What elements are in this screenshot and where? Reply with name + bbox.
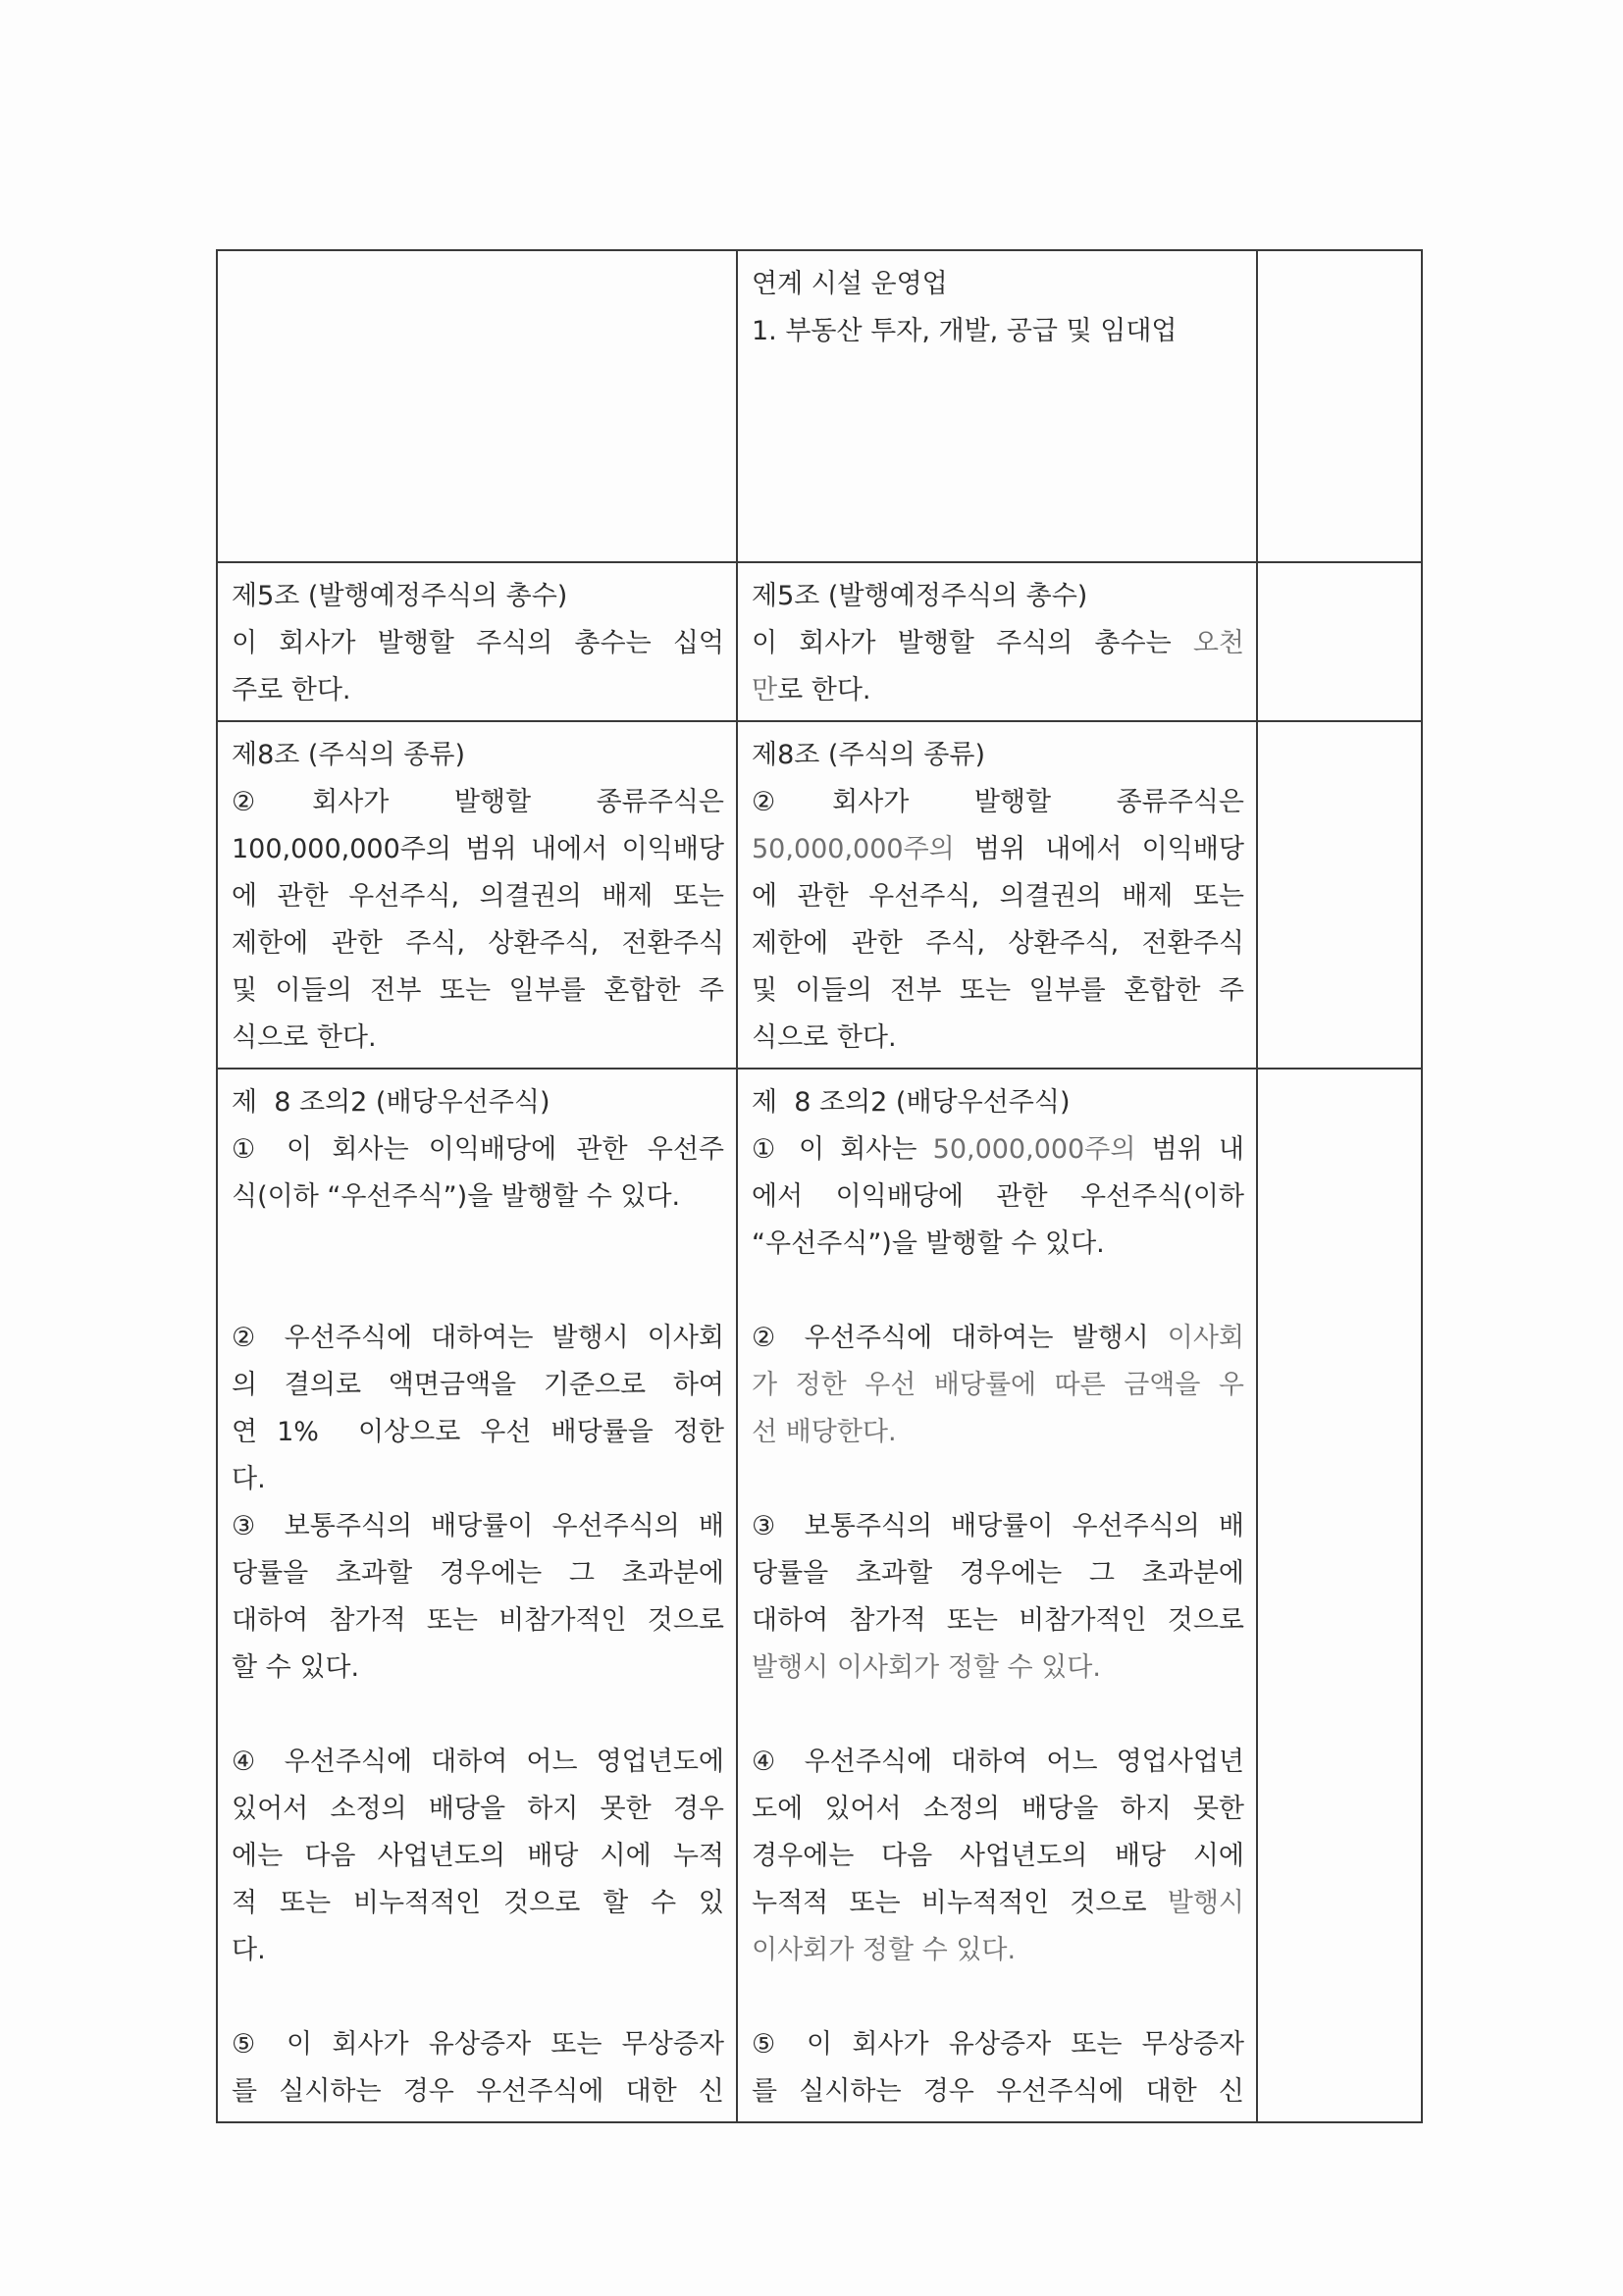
text-line: 주로 한다.	[232, 675, 351, 705]
text-line	[752, 1126, 1244, 1174]
text-line: 에 관한 우선주식, 의결권의 배제 또는	[232, 881, 724, 912]
old-text-cell	[217, 721, 737, 1069]
text-line: ③ 보통주식의 배당률이 우선주식의 배	[232, 1511, 724, 1541]
text-line: 당률을 초과할 경우에는 그 초과분에	[752, 1558, 1244, 1589]
text-line: 1. 부동산 투자, 개발, 공급 및 임대업	[752, 316, 1178, 346]
changed-text: 발행시 이사회가 정할 수 있다.	[752, 1652, 1101, 1683]
text-line	[752, 1880, 1244, 1927]
text-span: ① 이 회사는	[752, 1134, 933, 1165]
text-line: 도에 있어서 소정의 배당을 하지 못한	[752, 1794, 1244, 1824]
text-line	[752, 826, 1244, 873]
text-line: 연 1% 이상으로 우선 배당률을 정한	[232, 1417, 724, 1447]
changed-text: 가 정한 우선 배당률에 따른 금액을 우	[752, 1370, 1244, 1400]
changed-text: 50,000,000주의	[932, 1134, 1136, 1165]
text-line	[752, 667, 1244, 714]
changed-text: 이사회가 정할 수 있다.	[752, 1935, 1017, 1965]
text-line: 대하여 참가적 또는 비참가적인 것으로	[752, 1605, 1244, 1636]
text-line: ②회사가 발행할 종류주식은	[232, 787, 724, 817]
text-line: ④ 우선주식에 대하여 어느 영업년도에	[232, 1747, 724, 1777]
text-span: 범위 내에서 이익배당	[954, 834, 1244, 864]
table-row	[217, 1069, 1422, 2122]
text-line: 제한에 관한 주식, 상환주식, 전환주식	[232, 928, 724, 959]
text-line: 경우에는 다음 사업년도의 배당 시에	[752, 1841, 1244, 1871]
article-title: 제 8 조의2 (배당우선주식)	[232, 1087, 550, 1118]
text-line: 식으로 한다.	[752, 1022, 897, 1053]
text-line: ②회사가 발행할 종류주식은	[752, 787, 1244, 817]
changed-text: 만	[752, 675, 778, 705]
text-line: 및 이들의 전부 또는 일부를 혼합한 주	[232, 975, 724, 1006]
text-line: 에서 이익배당에 관한 우선주식(이하	[752, 1181, 1244, 1212]
text-line: 연계 시설 운영업	[752, 269, 948, 299]
text-line: 를 실시하는 경우 우선주식에 대한 신	[232, 2076, 724, 2107]
text-line: ⑤ 이 회사가 유상증자 또는 무상증자	[232, 2029, 724, 2060]
new-text-cell	[737, 250, 1257, 562]
text-line: 다.	[232, 1464, 266, 1494]
note-cell	[1257, 721, 1422, 1069]
table-row	[217, 562, 1422, 721]
text-line: ② 우선주식에 대하여는 발행시 이사회	[232, 1323, 724, 1353]
text-line	[752, 1315, 1244, 1362]
changed-text: 이사회	[1167, 1323, 1244, 1353]
old-text-cell	[217, 250, 737, 562]
text-line	[752, 620, 1244, 667]
text-line: 다.	[232, 1935, 266, 1965]
new-text-cell	[737, 721, 1257, 1069]
table-row	[217, 721, 1422, 1069]
text-line: 제한에 관한 주식, 상환주식, 전환주식	[752, 928, 1244, 959]
article-title: 제8조 (주식의 종류)	[232, 740, 465, 770]
changed-text: 50,000,000주의	[752, 834, 955, 864]
text-line: 에 관한 우선주식, 의결권의 배제 또는	[752, 881, 1244, 912]
text-line: ④ 우선주식에 대하여 어느 영업사업년	[752, 1747, 1244, 1777]
changed-text: 오천	[1192, 628, 1244, 658]
text-line: 당률을 초과할 경우에는 그 초과분에	[232, 1558, 724, 1589]
text-span: 범위 내	[1135, 1134, 1244, 1165]
article-title: 제 8 조의2 (배당우선주식)	[752, 1087, 1071, 1118]
text-span: 이 회사가 발행할 주식의 총수는	[752, 628, 1193, 658]
changed-text: 발행시	[1167, 1888, 1244, 1918]
text-line: ③ 보통주식의 배당률이 우선주식의 배	[752, 1511, 1244, 1541]
text-line: 식(이하 “우선주식”)을 발행할 수 있다.	[232, 1181, 681, 1212]
text-span: 로 한다.	[777, 675, 871, 705]
text-line: 를 실시하는 경우 우선주식에 대한 신	[752, 2076, 1244, 2107]
text-line: 대하여 참가적 또는 비참가적인 것으로	[232, 1605, 724, 1636]
text-span: ② 우선주식에 대하여는 발행시	[752, 1323, 1168, 1353]
new-text-cell	[737, 562, 1257, 721]
text-line: 있어서 소정의 배당을 하지 못한 경우	[232, 1794, 724, 1824]
text-line: 식으로 한다.	[232, 1022, 377, 1053]
text-line: “우선주식”)을 발행할 수 있다.	[752, 1228, 1105, 1259]
article-title: 제8조 (주식의 종류)	[752, 740, 985, 770]
text-line: 에는 다음 사업년도의 배당 시에 누적	[232, 1841, 724, 1871]
text-line: 100,000,000주의 범위 내에서 이익배당	[232, 834, 724, 864]
new-text-cell	[737, 1069, 1257, 2122]
text-line: 의 결의로 액면금액을 기준으로 하여	[232, 1370, 724, 1400]
text-line: 이 회사가 발행할 주식의 총수는 십억	[232, 628, 724, 658]
text-span: 누적적 또는 비누적적인 것으로	[752, 1888, 1168, 1918]
old-text-cell	[217, 562, 737, 721]
text-line: 할 수 있다.	[232, 1652, 360, 1683]
old-text-cell	[217, 1069, 737, 2122]
changed-text: 선 배당한다.	[752, 1417, 897, 1447]
article-title: 제5조 (발행예정주식의 총수)	[752, 581, 1088, 611]
amendment-comparison-table	[216, 249, 1423, 2123]
text-line: ① 이 회사는 이익배당에 관한 우선주	[232, 1134, 724, 1165]
note-cell	[1257, 1069, 1422, 2122]
text-line: 적 또는 비누적적인 것으로 할 수 있	[232, 1888, 724, 1918]
note-cell	[1257, 562, 1422, 721]
note-cell	[1257, 250, 1422, 562]
article-title: 제5조 (발행예정주식의 총수)	[232, 581, 568, 611]
text-line: 및 이들의 전부 또는 일부를 혼합한 주	[752, 975, 1244, 1006]
text-line: ⑤ 이 회사가 유상증자 또는 무상증자	[752, 2029, 1244, 2060]
table-row	[217, 250, 1422, 562]
